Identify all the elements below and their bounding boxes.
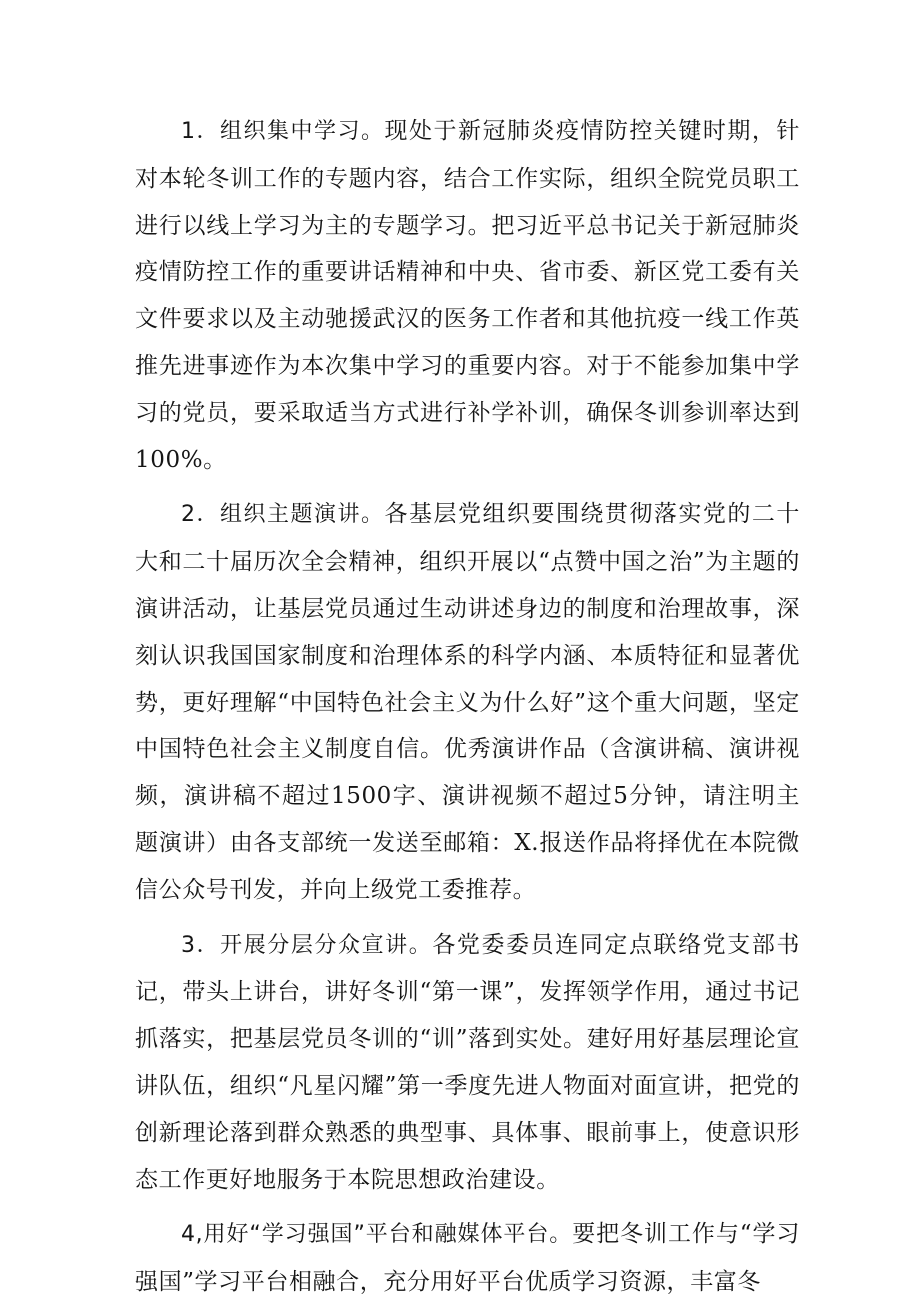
paragraph-3-text: 各党委委员连同定点联络党支部书记，带头上讲台，讲好冬训“第一课”，发挥领学作用，通过书记抓落实，把基层党员冬训的“训”落到实处。建好用好基层理论宣讲队伍，组织“凡星闪耀”第一季度先进人物面对面宣讲，把党的创新理论落到群众熟悉的典型事、具体事、眼前事上，使意识形态工作更好地服务于本院思想政治建设。 [135,931,801,1193]
paragraph-2-heading: 2．组织主题演讲。 [181,502,385,528]
paragraph-4 [135,1211,800,1306]
paragraph-1 [135,108,800,483]
paragraph-4-text: 要把冬训工作与“学习强国”学习平台相融合，充分用好平台优质学习资源，丰富冬 [135,1221,800,1296]
paragraph-2-text: 各基层党组织要围绕贯彻落实党的二十大和二十届历次全会精神，组织开展以“点赞中国之治”为主题的演讲活动，让基层党员通过生动讲述身边的制度和治理故事，深刻认识我国国家制度和治理体系的科学内涵、本质特征和显著优势，更好理解“中国特色社会主义为什么好”这个重大问题，坚定中国特色社会主义制度自信。优秀演讲作品（含演讲稿、演讲视频，演讲稿不超过1500字、演讲视频不超过5分钟，请注明主题演讲）由各支部统一发送至邮箱：X.报送作品将择优在本院微信公众号刊发，并向上级党工委推荐。 [135,501,800,903]
paragraph-3-heading: 3．开展分层分众宣讲。 [181,932,433,958]
document-body [135,108,800,1306]
paragraph-3 [135,922,800,1204]
paragraph-1-text: 现处于新冠肺炎疫情防控关键时期，针对本轮冬训工作的专题内容，结合工作实际，组织全院党员职工进行以线上学习为主的专题学习。把习近平总书记关于新冠肺炎疫情防控工作的重要讲话精神和中央、省市委、新区党工委有关文件要求以及主动驰援武汉的医务工作者和其他抗疫一线工作英推先进事迹作为本次集中学习的重要内容。对于不能参加集中学习的党员，要采取适当方式进行补学补训，确保冬训参训率达到100%。 [135,118,800,473]
paragraph-4-heading: 4,用好“学习强国”平台和融媒体平台。 [181,1222,573,1248]
paragraph-1-heading: 1．组织集中学习。 [181,119,385,144]
paragraph-2 [135,491,800,913]
